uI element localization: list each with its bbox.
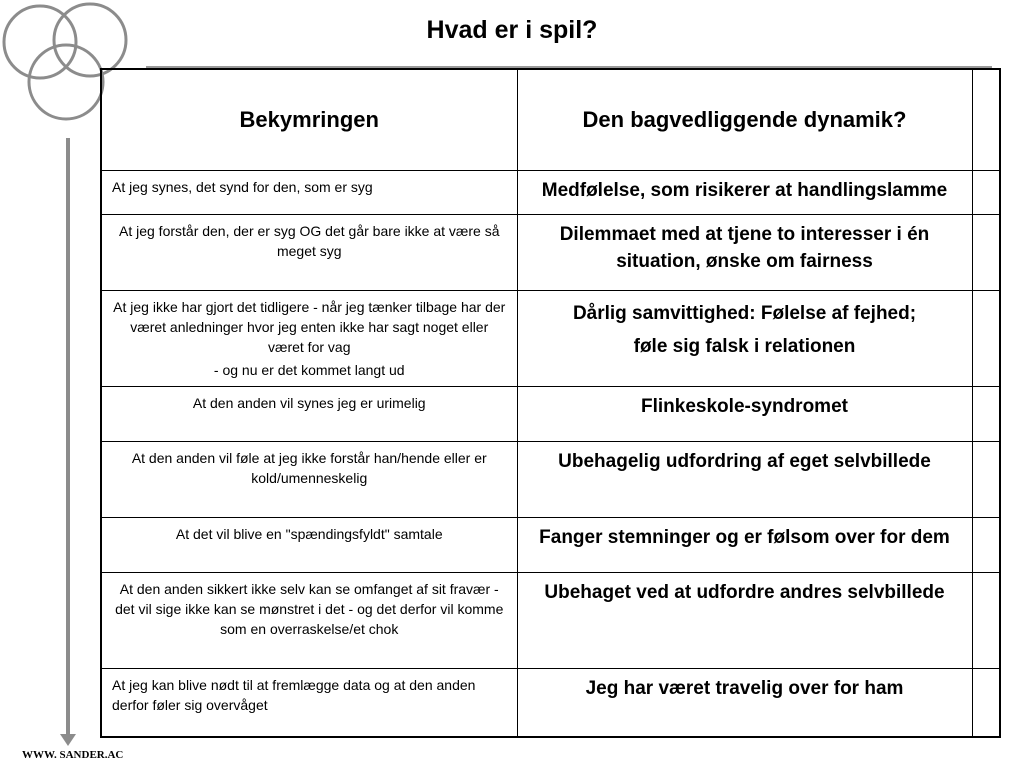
dynamics-cell: Medfølelse, som risikerer at handlingslamme (517, 170, 972, 214)
concern-cell: At jeg synes, det synd for den, som er syg (101, 170, 517, 214)
header-concern: Bekymringen (101, 69, 517, 170)
spare-cell (972, 290, 1000, 386)
concern-cell: At den anden vil føle at jeg ikke forstår han/hende eller er kold/umenneskelig (101, 441, 517, 517)
dynamics-cell: Dilemmaet med at tjene to interesser i én situation, ønske om fairness (517, 214, 972, 290)
dynamics-cell: Ubehaget ved at udfordre andres selvbillede (517, 572, 972, 668)
table-row (101, 517, 1000, 572)
concern-cell: At det vil blive en "spændingsfyldt" samtale (101, 517, 517, 572)
dynamics-text-extra: føle sig falsk i relationen (633, 335, 856, 357)
dynamics-table (100, 68, 1001, 738)
spare-cell (972, 386, 1000, 441)
page-title: Hvad er i spil? (426, 16, 598, 44)
table-row (101, 572, 1000, 668)
spare-cell (972, 572, 1000, 668)
table-row (101, 214, 1000, 290)
table-header-row (101, 69, 1000, 170)
dynamics-cell: Fanger stemninger og er følsom over for dem (517, 517, 972, 572)
concern-cell (101, 290, 517, 386)
dynamics-cell: Ubehagelig udfordring af eget selvbillede (517, 441, 972, 517)
dynamics-cell: Flinkeskole-syndromet (517, 386, 972, 441)
table-row (101, 170, 1000, 214)
spare-cell (972, 69, 1000, 170)
arrow-down-icon (60, 734, 76, 746)
concern-cell: At jeg kan blive nødt til at fremlægge data og at den anden derfor føler sig overvåget (101, 668, 517, 737)
table-row (101, 290, 1000, 386)
spare-cell (972, 517, 1000, 572)
concern-cell: At den anden vil synes jeg er urimelig (101, 386, 517, 441)
concern-cell: At jeg forstår den, der er syg OG det går bare ikke at være så meget syg (101, 214, 517, 290)
dynamics-cell (517, 290, 972, 386)
spare-cell (972, 441, 1000, 517)
spare-cell (972, 170, 1000, 214)
table-row (101, 668, 1000, 737)
spare-cell (972, 668, 1000, 737)
dynamics-cell: Jeg har været travelig over for ham (517, 668, 972, 737)
vertical-arrow-line (66, 138, 70, 738)
table-row (101, 441, 1000, 517)
dynamics-text: Dårlig samvittighed: Følelse af fejhed; (572, 302, 917, 324)
concern-text-extra: - og nu er det kommet langt ud (213, 361, 405, 378)
table-row (101, 386, 1000, 441)
footer-url: WWW. SANDER.AC (22, 749, 124, 761)
header-dynamics: Den bagvedliggende dynamik? (517, 69, 972, 170)
concern-cell: At den anden sikkert ikke selv kan se omfanget af sit fravær - det vil sige ikke kan se mønstret i det - og det derfor vil komme som en overraskelse/et chok (101, 572, 517, 668)
spare-cell (972, 214, 1000, 290)
concern-text: At jeg ikke har gjort det tidligere - når jeg tænker tilbage har der været anledninger hvor jeg enten ikke har sagt noget eller været for vag (113, 298, 506, 355)
